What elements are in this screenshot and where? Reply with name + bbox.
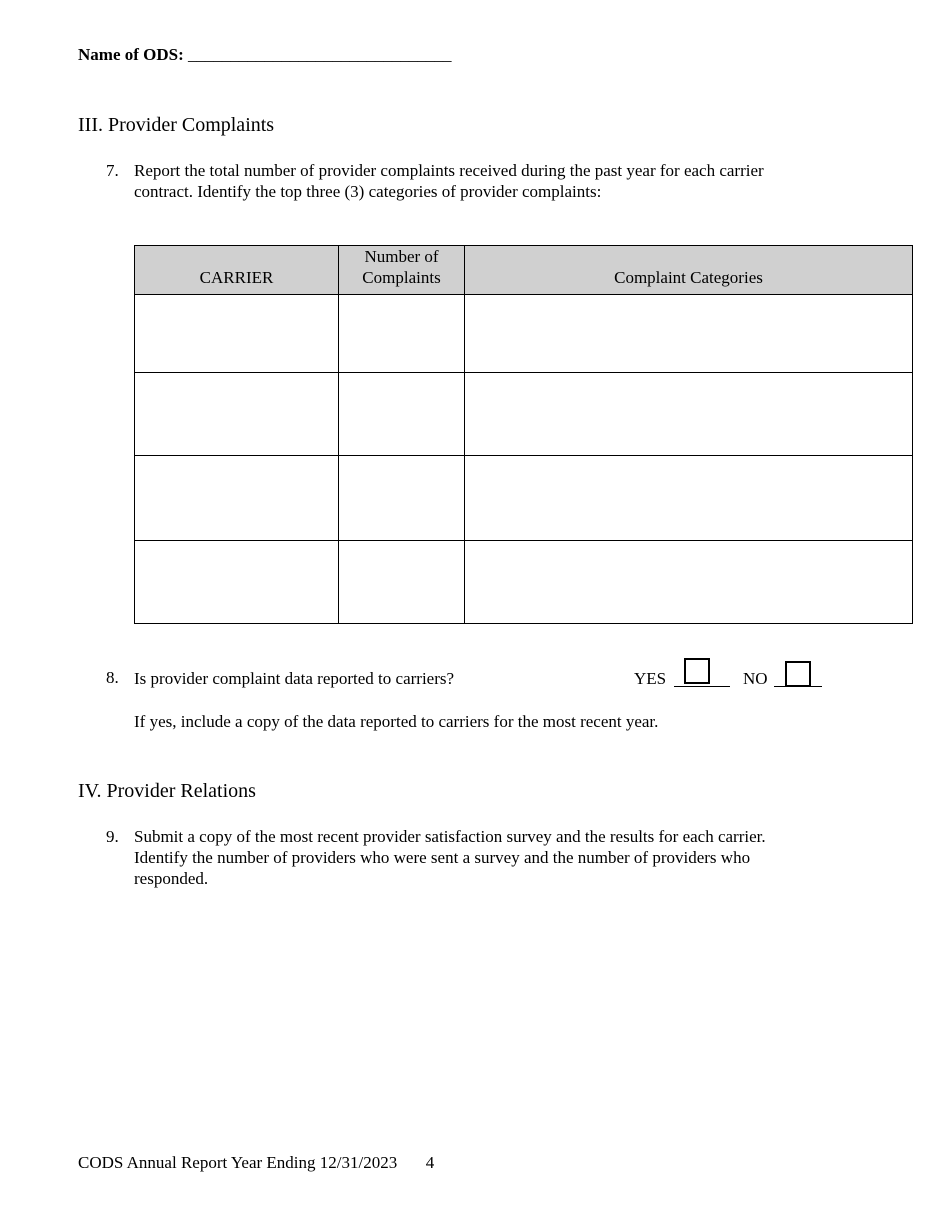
complaint-categories-cell[interactable]	[465, 541, 913, 624]
complaint-count-cell[interactable]	[339, 295, 465, 373]
complaint-categories-cell[interactable]	[465, 295, 913, 373]
section-4-title: IV. Provider Relations	[78, 780, 256, 802]
complaint-count-cell[interactable]	[339, 456, 465, 541]
page-footer	[78, 1153, 434, 1173]
page-number: 4	[425, 1153, 435, 1172]
yes-underline	[674, 686, 730, 687]
no-label: NO	[743, 669, 768, 688]
complaints-count-header-line-2: Complaints	[362, 268, 441, 287]
q7-number: 7.	[106, 161, 119, 180]
complaint-categories-cell[interactable]	[465, 456, 913, 541]
q7-line-1: Report the total number of provider complaints received during the past year for each carrier	[134, 161, 764, 180]
yes-label: YES	[634, 669, 667, 688]
q8-text: Is provider complaint data reported to carriers?	[134, 669, 455, 688]
ods-name-blank[interactable]: _______________________________	[188, 45, 452, 64]
table-header-row	[135, 246, 913, 295]
yes-checkbox[interactable]	[684, 658, 710, 684]
q9-text	[134, 826, 914, 889]
complaint-categories-header: Complaint Categories	[465, 246, 913, 295]
table-row	[135, 295, 913, 373]
q8-note: If yes, include a copy of the data reported to carriers for the most recent year.	[134, 712, 659, 731]
q9-line-3: responded.	[134, 869, 209, 888]
carrier-cell[interactable]	[135, 295, 339, 373]
table-row	[135, 456, 913, 541]
carrier-header: CARRIER	[135, 246, 339, 295]
complaint-categories-cell[interactable]	[465, 373, 913, 456]
ods-name-field[interactable]	[78, 45, 452, 65]
q9-number: 9.	[106, 827, 119, 846]
q8-number: 8.	[106, 668, 119, 687]
table-row	[135, 541, 913, 624]
complaint-count-cell[interactable]	[339, 373, 465, 456]
section-3-title: III. Provider Complaints	[78, 114, 275, 136]
complaints-count-header-line-1: Number of	[364, 247, 439, 266]
carrier-cell[interactable]	[135, 373, 339, 456]
carrier-cell[interactable]	[135, 456, 339, 541]
complaints-count-header	[339, 246, 465, 295]
complaints-table	[134, 245, 913, 624]
q9-line-2: Identify the number of providers who were sent a survey and the number of providers who	[134, 848, 751, 867]
no-checkbox[interactable]	[785, 661, 811, 687]
ods-name-label: Name of ODS:	[78, 45, 184, 64]
carrier-cell[interactable]	[135, 541, 339, 624]
footer-text: CODS Annual Report Year Ending 12/31/2023	[78, 1153, 398, 1172]
q7-line-2: contract. Identify the top three (3) categories of provider complaints:	[134, 182, 602, 201]
q9-line-1: Submit a copy of the most recent provider satisfaction survey and the results for each carrier.	[134, 827, 766, 846]
complaint-count-cell[interactable]	[339, 541, 465, 624]
table-row	[135, 373, 913, 456]
q7-text	[134, 160, 894, 202]
